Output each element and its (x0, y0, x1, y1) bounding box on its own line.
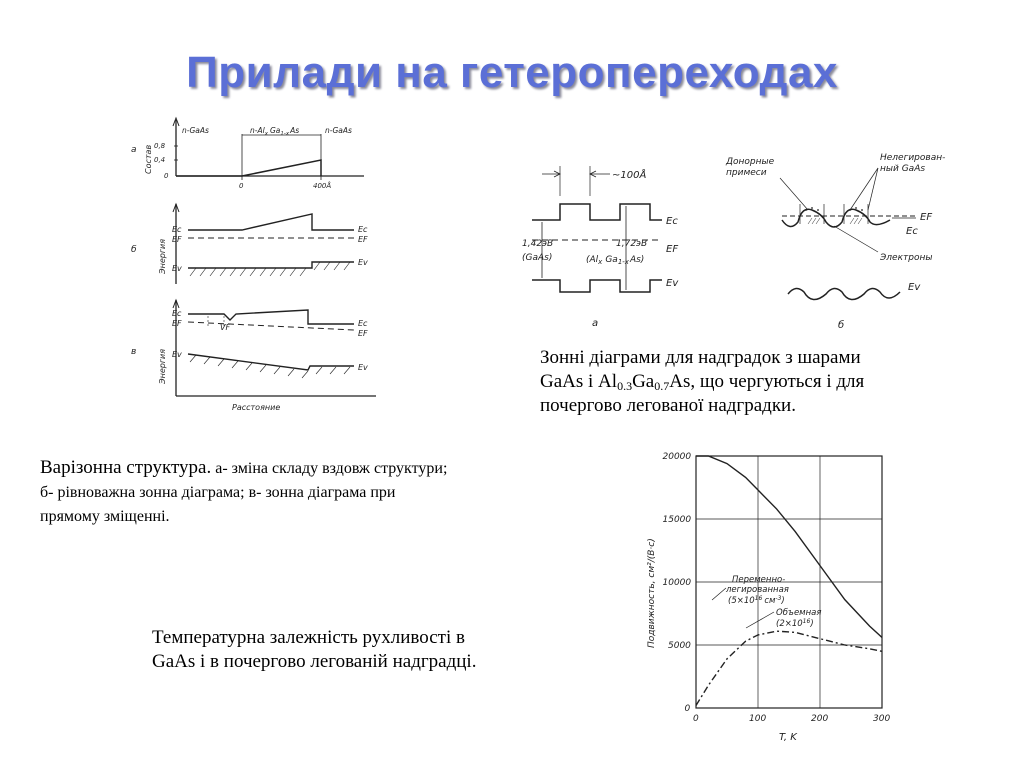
panel-b-ylabel: Энергия (158, 238, 167, 274)
panel-a-ylabel: Состав (144, 144, 153, 174)
c-ec-right: Ec (358, 319, 368, 328)
c-vf: VF (220, 323, 231, 332)
chart-series-2-line (696, 631, 882, 705)
caption-graded-line2: б- рівноважна зонна діаграма; в- зонна діаграма при (40, 484, 396, 501)
caption-graded-line1: Варізонна структура. а- зміна складу вздовж структури; (40, 457, 448, 478)
a-ec-label: Ec (666, 216, 678, 227)
slide-title: Прилади на гетеропереходах (186, 48, 838, 97)
caption-graded-line3: прямому зміщенні. (40, 508, 170, 525)
graded-structure-figure (108, 104, 408, 424)
region-n-gaas-right: n-GaAs (325, 126, 352, 135)
donors-line2: примеси (726, 168, 767, 178)
panel-c-letter: в (131, 347, 137, 357)
b-ec-label: Ec (906, 226, 918, 237)
chart-x-tick: 200 (811, 714, 829, 724)
b-ec-right: Ec (358, 225, 368, 234)
series1-leader-line (712, 588, 726, 600)
donors-line1: Донорные (726, 157, 775, 167)
c-ec-left: Ec (172, 309, 182, 318)
caption-mobility-line2: GaAs і в почергово легованій надградці. (152, 651, 477, 672)
c-ef-left: EF (172, 319, 182, 328)
svg-text:(2×1016): $(2\times 10^{16})$ (776, 618, 814, 629)
ytick-04: 0,4 (154, 156, 166, 164)
b-ec-left: Ec (172, 225, 182, 234)
gap-gaas-material: (GaAs) (522, 253, 553, 263)
chart-y-tick: 5000 (668, 641, 691, 651)
caption-mobility-line1: Температурна залежність рухливості в (152, 627, 465, 648)
chart-y-tick: 0 (684, 704, 691, 714)
chart-x-tick: 300 (873, 714, 891, 724)
ytick-0: 0 (164, 172, 169, 180)
graded-structure-svg (108, 104, 408, 424)
c-ev-right: Ev (358, 363, 368, 372)
mobility-chart (620, 440, 910, 750)
panel-c-ylabel: Энергия (158, 348, 167, 384)
chart-y-axis-label: Подвижность, см²/(В·с) (647, 538, 657, 648)
b-ev-right: Ev (358, 258, 368, 267)
b-ef-left: EF (172, 235, 182, 244)
undoped-line2: ный GaAs (880, 164, 926, 174)
b-ev-label: Ev (908, 282, 921, 293)
panel-b-letter: б (131, 245, 137, 255)
right-panel-a-letter: а (592, 318, 599, 329)
gap-gaas-value: 1,42эВ (522, 239, 554, 249)
b-ev-left: Ev (172, 264, 182, 273)
chart-y-tick: 10000 (662, 578, 692, 588)
b-ef-label: EF (920, 212, 933, 223)
chart-x-tick: 100 (749, 714, 767, 724)
caption-superlattice-line3: почергово легованої надградки. (540, 395, 796, 416)
svg-text:(AlxGa1-xAs): ($Al_x$ $Ga_{1-x}As$) (586, 255, 645, 266)
electrons-label: Электроны (880, 253, 933, 263)
c-ev-left: Ev (172, 350, 182, 359)
region-alx-label: n-Al (250, 126, 265, 135)
gap-algaas-material: (Al (586, 255, 599, 265)
svg-text:n-AlxGa1-xAs: $n-Al_x$ $Ga_{1-x}As$ (250, 126, 300, 137)
panel-a-letter: а (131, 145, 137, 155)
series1-label-line1: Переменно- (732, 575, 786, 585)
chart-x-axis-label: T, K (779, 732, 797, 743)
series2-label-line2: (2×10 (776, 619, 803, 629)
a-ef-label: EF (666, 244, 679, 255)
a-ev-label: Ev (666, 278, 679, 289)
svg-text:(5×1016см-3): ($5\times 10^{16}$ $см^{-3}$) (728, 595, 785, 606)
chart-y-tick: 20000 (662, 452, 692, 462)
series1-label-line3: (5×10 (728, 596, 755, 606)
right-panel-b-letter: б (838, 320, 845, 331)
chart-x-tick: 0 (693, 714, 699, 724)
caption-superlattice (540, 346, 990, 418)
superlattice-figure (512, 148, 982, 338)
c-xlabel: Расстояние (232, 403, 281, 412)
well-width: ~100Å (612, 170, 647, 181)
caption-superlattice-line1: Зонні діаграми для надградок з шарами (540, 347, 861, 368)
c-ef-right: EF (358, 329, 368, 338)
series2-leader-line (746, 612, 774, 628)
caption-mobility (152, 626, 612, 674)
mobility-chart-svg (620, 440, 910, 750)
caption-graded (40, 456, 620, 529)
series2-label-line1: Объемная (776, 608, 822, 618)
xtick-400: 400Å (313, 182, 332, 190)
caption-superlattice-line2: GaAs і $Al_{0.3}Ga_{0.7}As$, що чергуються і для (540, 371, 865, 393)
series1-label-line2: легированная (726, 585, 789, 595)
chart-y-tick: 15000 (662, 515, 692, 525)
b-ef-right: EF (358, 235, 368, 244)
ytick-08: 0,8 (154, 142, 166, 150)
region-n-gaas-left: n-GaAs (182, 126, 209, 135)
undoped-line1: Нелегирован- (880, 153, 946, 163)
superlattice-svg (512, 148, 982, 338)
gap-algaas-value: 1,72эВ (616, 239, 648, 249)
xtick-0: 0 (239, 182, 244, 190)
